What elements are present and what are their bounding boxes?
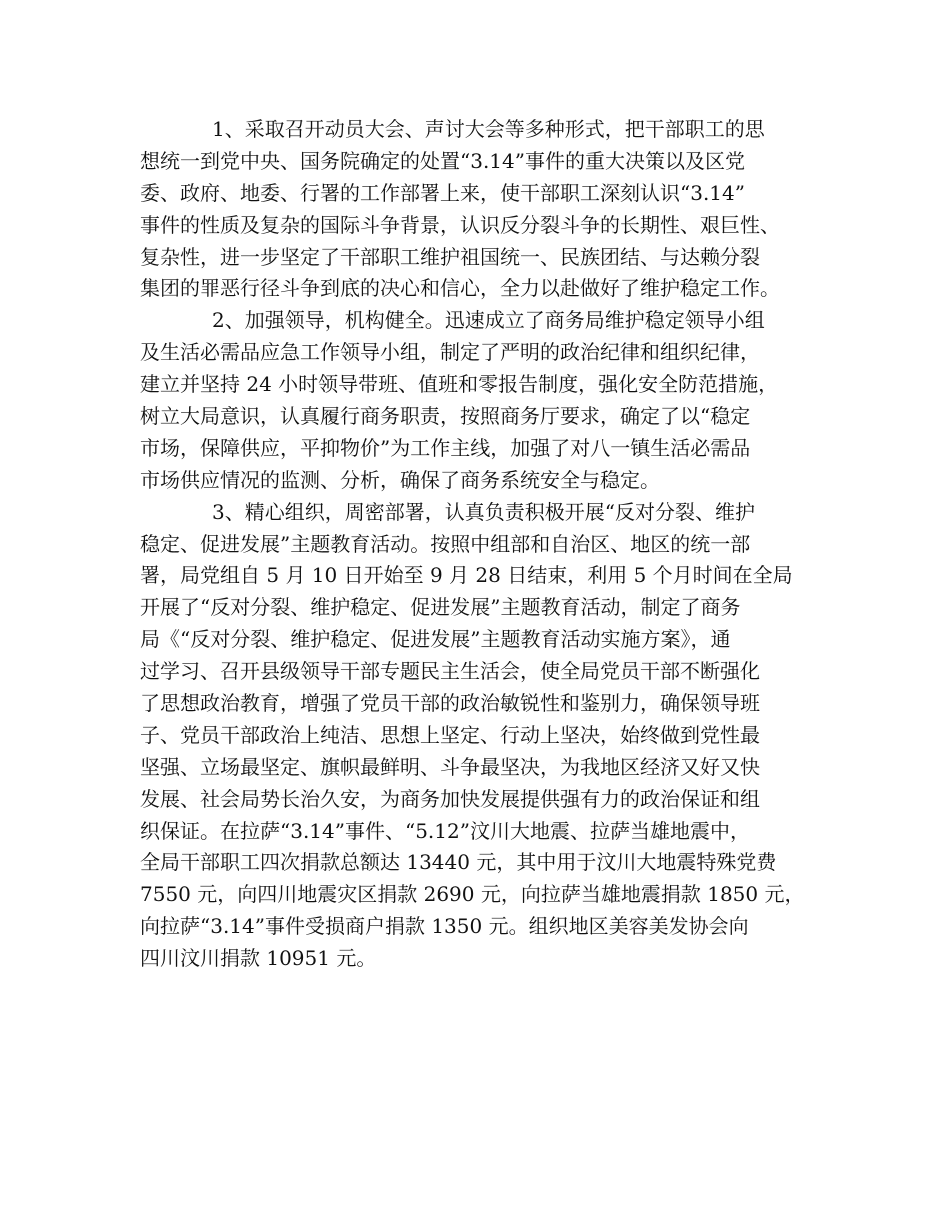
- text-line: 事件的性质及复杂的国际斗争背景，认识反分裂斗争的长期性、艰巨性、: [140, 212, 780, 237]
- text-line: 1、采取召开动员大会、声讨大会等多种形式，把干部职工的思: [212, 117, 765, 141]
- text-line: 及生活必需品应急工作领导小组，制定了严明的政治纪律和组织纪律，: [140, 340, 760, 365]
- text-line: 市场，保障供应，平抑物价”为工作主线，加强了对八一镇生活必需品: [140, 435, 751, 460]
- paragraph-3: [140, 497, 830, 975]
- text-line: 稳定、促进发展”主题教育活动。按照中组部和自治区、地区的统一部: [140, 531, 751, 556]
- text-line: 集团的罪恶行径斗争到底的决心和信心，全力以赴做好了维护稳定工作。: [140, 276, 780, 301]
- text-line: 了思想政治教育，增强了党员干部的政治敏锐性和鉴别力，确保领导班: [140, 691, 760, 716]
- text-line: 坚强、立场最坚定、旗帜最鲜明、斗争最坚决，为我地区经济又好又快: [140, 754, 760, 779]
- text-line: 全局干部职工四次捐款总额达 13440 元，其中用于汶川大地震特殊党费: [140, 850, 777, 875]
- paragraph-2: [140, 305, 830, 496]
- text-line: 委、政府、地委、行署的工作部署上来，使干部职工深刻认识“3.14”: [140, 180, 745, 205]
- text-line: 发展、社会局势长治久安，为商务加快发展提供强有力的政治保证和组: [140, 786, 760, 811]
- text-line: 想统一到党中央、国务院确定的处置“3.14”事件的重大决策以及区党: [140, 148, 745, 173]
- text-line: 织保证。在拉萨“3.14”事件、“5.12”汶川大地震、拉萨当雄地震中，: [140, 818, 750, 843]
- text-line: 局《“反对分裂、维护稳定、促进发展”主题教育活动实施方案》，通: [140, 627, 731, 652]
- text-line: 子、党员干部政治上纯洁、思想上坚定、行动上坚决，始终做到党性最: [140, 722, 760, 747]
- text-line: 过学习、召开县级领导干部专题民主生活会，使全局党员干部不断强化: [140, 659, 760, 684]
- text-line: 四川汶川捐款 10951 元。: [140, 946, 377, 971]
- text-line: 开展了“反对分裂、维护稳定、促进发展”主题教育活动，制定了商务: [140, 595, 741, 620]
- text-line: 署，局党组自 5 月 10 日开始至 9 月 28 日结束，利用 5 个月时间在全局: [140, 563, 793, 588]
- text-line: 市场供应情况的监测、分析，确保了商务系统安全与稳定。: [140, 467, 660, 492]
- text-line: 复杂性，进一步坚定了干部职工维护祖国统一、民族团结、与达赖分裂: [140, 244, 760, 269]
- text-line: 2、加强领导，机构健全。迅速成立了商务局维护稳定领导小组: [212, 308, 765, 333]
- text-line: 3、精心组织，周密部署，认真负责积极开展“反对分裂、维护: [212, 499, 755, 524]
- document-body: [140, 114, 830, 975]
- text-line: 树立大局意识，认真履行商务职责，按照商务厅要求，确定了以“稳定: [140, 404, 751, 429]
- text-line: 向拉萨“3.14”事件受损商户捐款 1350 元。组织地区美容美发协会向: [140, 914, 749, 939]
- text-line: 建立并坚持 24 小时领导带班、值班和零报告制度，强化安全防范措施，: [140, 372, 779, 397]
- paragraph-1: [140, 114, 830, 305]
- text-line: 7550 元，向四川地震灾区捐款 2690 元，向拉萨当雄地震捐款 1850 元，: [140, 882, 805, 907]
